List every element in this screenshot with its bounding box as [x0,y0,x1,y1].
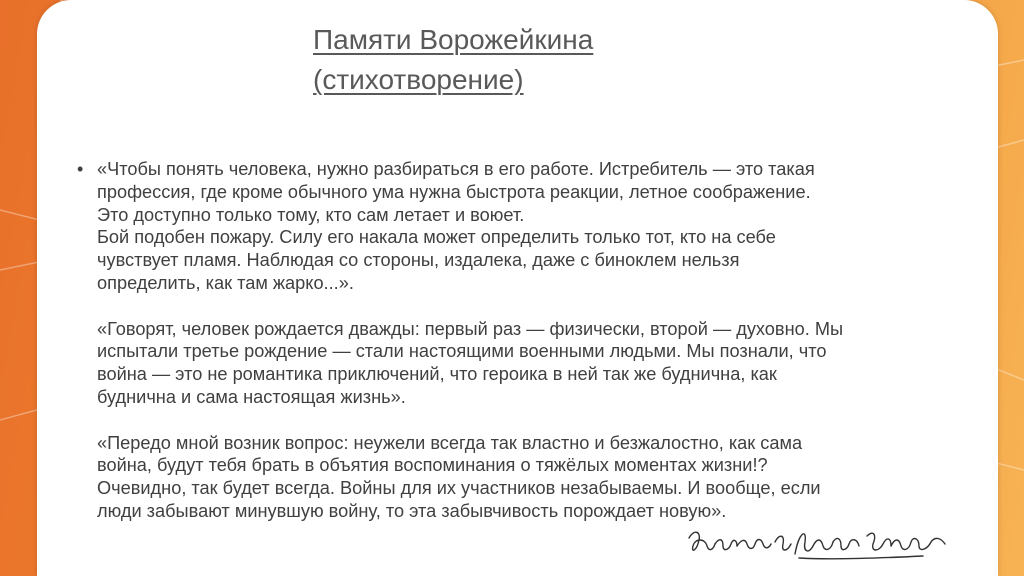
text-line: «Говорят, человек рождается дважды: первый раз — физически, второй — духовно. Мы [97,318,844,339]
paragraph-gap [97,409,977,432]
text-line: люди забывают минувшую войну, то эта забывчивость порождает новую». [97,500,727,521]
text-line: «Чтобы понять человека, нужно разбираться в его работе. Истребитель — это такая [97,159,815,179]
text-line: Бой подобен пожару. Силу его накала может определить только тот, кто на себе [97,227,776,248]
text-line: Это доступно только тому, кто сам летает и воюет. [97,204,525,225]
text-line: война, будут тебя брать в объятия воспоминания о тяжёлых моментах жизни!? [97,455,768,476]
title-line-2: (стихотворение) [313,64,524,95]
quote-paragraph-1 [97,158,977,295]
text-line: чувствует пламя. Наблюдая со стороны, издалека, даже с биноклем нельзя [97,250,740,271]
text-line: война — это не романтика приключений, что героика в ней так же буднична, как [97,364,777,385]
text-line: испытали третье рождение — стали настоящими военными людьми. Мы познали, что [97,341,827,362]
quote-block [77,158,977,523]
text-line: буднична и сама настоящая жизнь». [97,386,406,407]
slide-title [313,20,593,100]
paragraph-gap [97,295,977,318]
handwritten-signature-icon [683,524,953,568]
quote-paragraph-2 [97,318,977,409]
quote-paragraph-3 [97,432,977,523]
title-line-1: Памяти Ворожейкина [313,24,594,55]
text-line: «Передо мной возник вопрос: неужели всегда так властно и безжалостно, как сама [97,432,803,453]
bullet-point: • [77,159,84,179]
text-line: профессия, где кроме обычного ума нужна быстрота реакции, летное соображение. [97,181,811,202]
text-line: определить, как там жарко...». [97,272,354,293]
slide-content-area [37,0,998,576]
text-line: Очевидно, так будет всегда. Войны для их участников незабываемы. И вообще, если [97,478,821,499]
